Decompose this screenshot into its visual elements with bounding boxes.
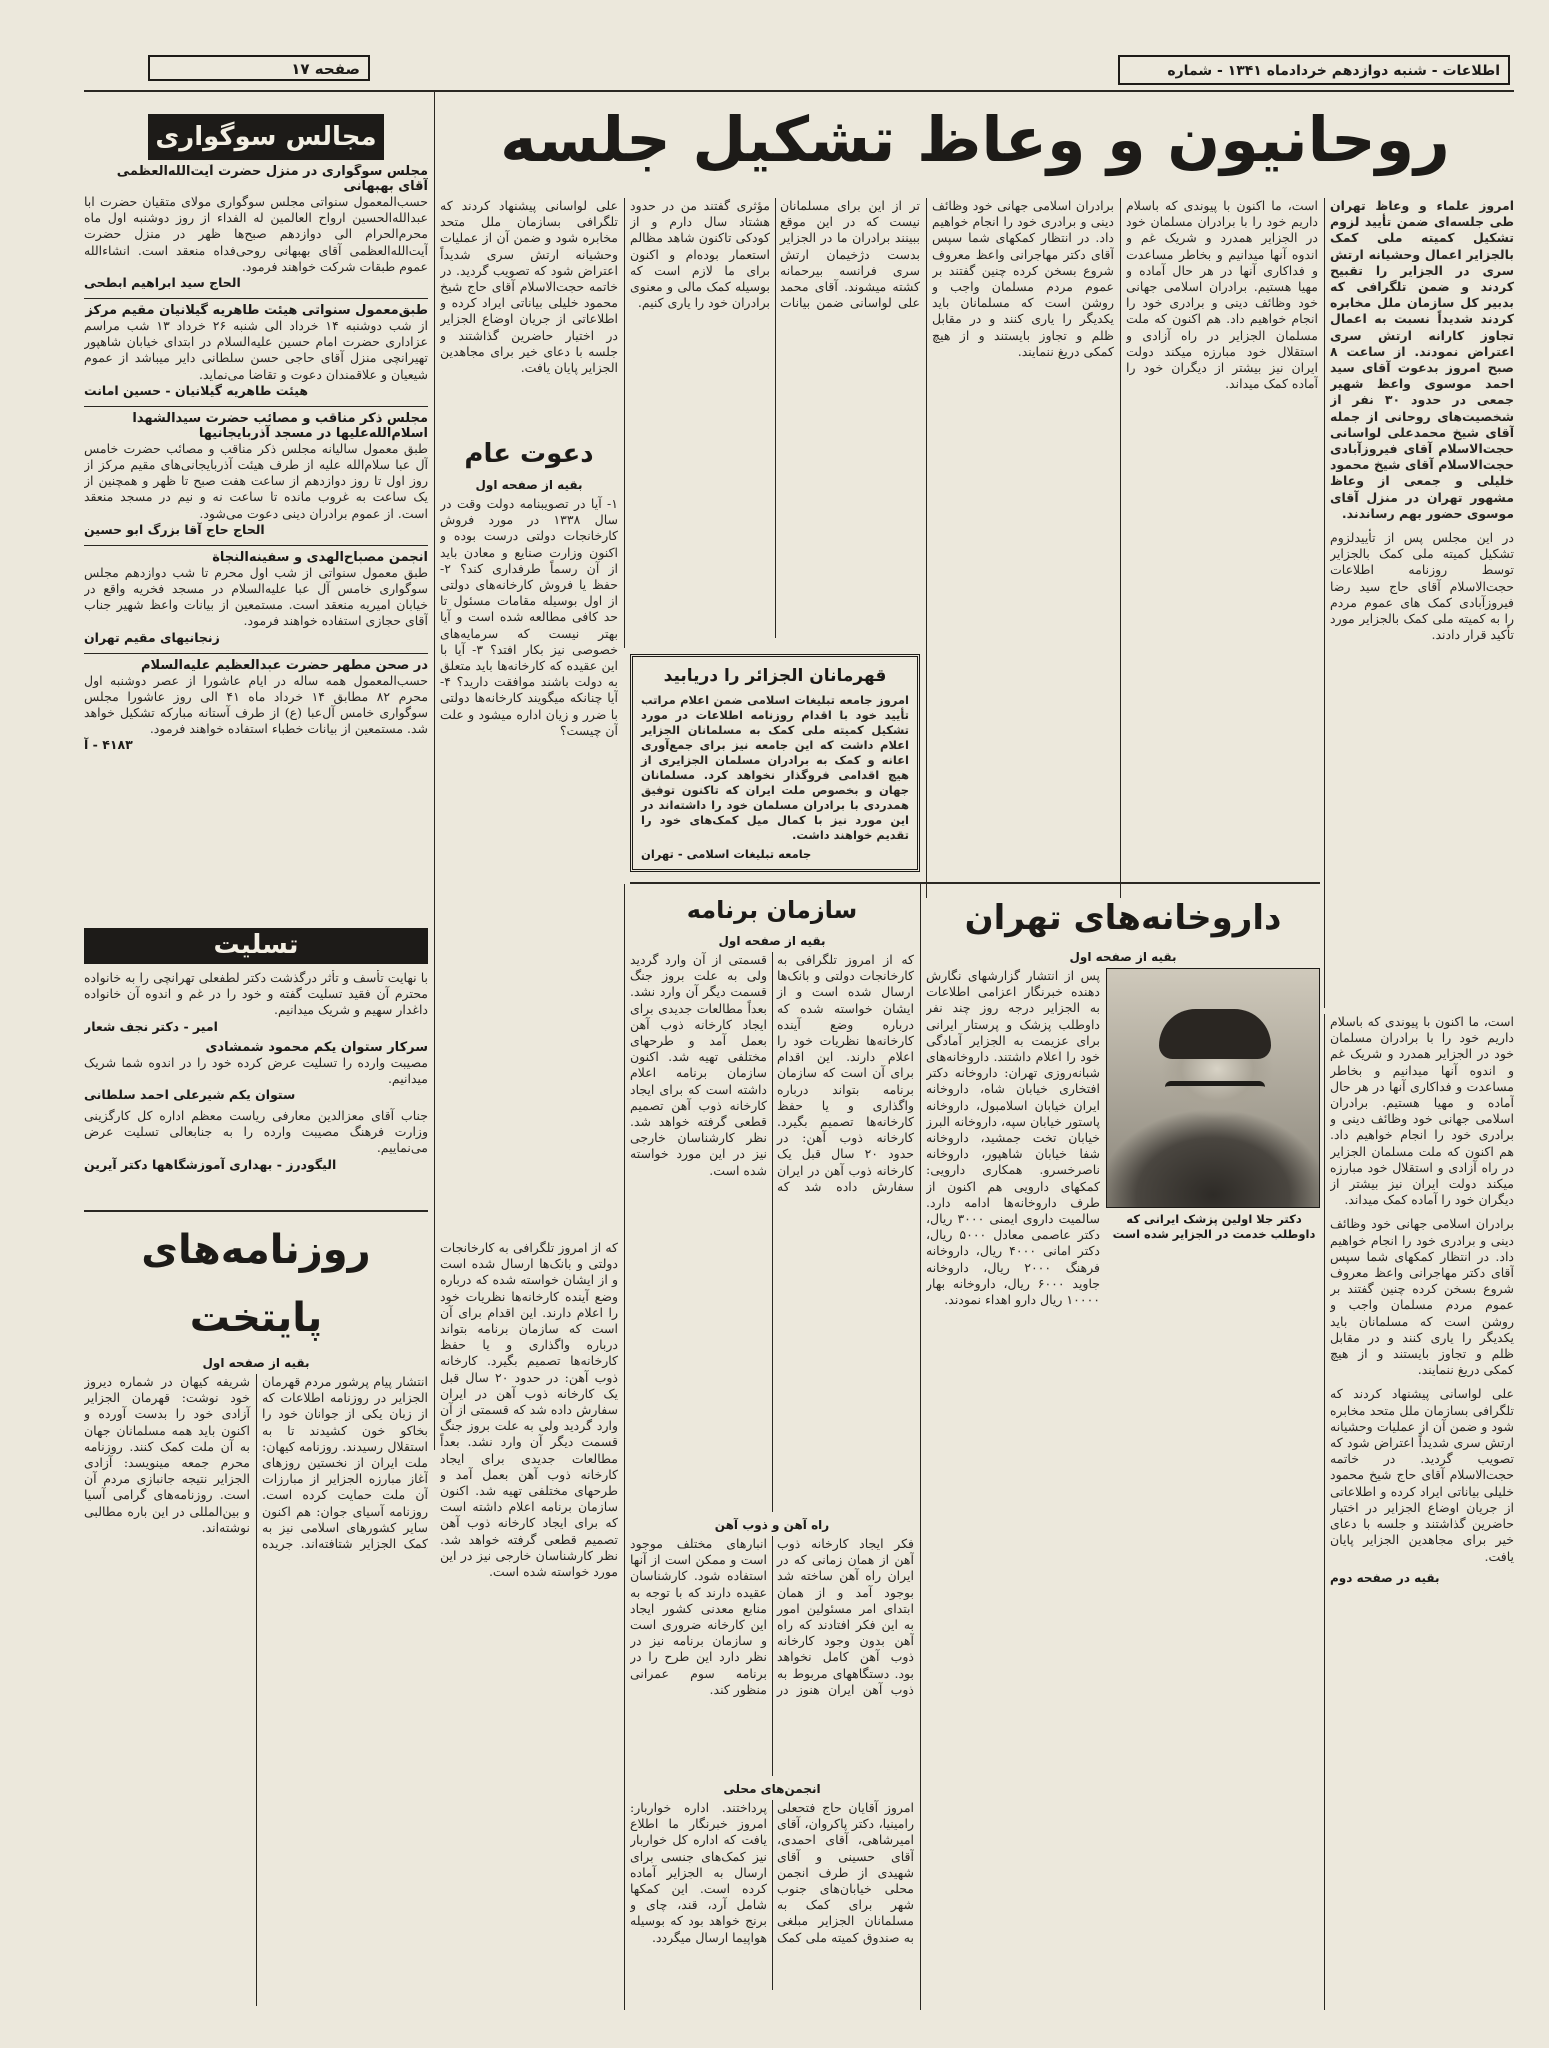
organization-body: که از امروز تلگرافی به کارخانجات دولتی و بانک‌ها ارسال شده است و از ایشان خواسته شده که درباره وضع آینده کارخانه‌ها نظریات خود را اعلام دارند. این اقدام برای آن است که سازمان برنامه بتواند درباره واگذاری و یا حفظ کارخانه‌ها تصمیم بگیرد. کارخانه ذوب آهن: در حدود ۲۰ سال قبل یک کارخانه ذوب آهن در ایران سفارش داده شد که قسمتی از آن وارد گردید ولی به علت بروز جنگ قسمت دیگر آن وارد نشد. بعداً مطالعات جدیدی برای ایجاد کارخانه ذوب آهن بعمل آمد و طرحهای مختلفی تهیه شد. اکنون سازمان برنامه اعلام داشته است که برای ایجاد کارخانه ذوب آهن تصمیم قطعی گرفته خواهد شد. نظر کارشناسان خارجی نیز در این مورد خواسته شده است. (630, 952, 914, 1194)
dawat-continuation-text: که از امروز تلگرافی به کارخانجات دولتی و بانک‌ها ارسال شده است و از ایشان خواسته شده که درباره وضع آینده کارخانه‌ها نظریات خود را اعلام دارند. این اقدام برای آن است که سازمان برنامه بتواند درباره واگذاری و یا حفظ کارخانه‌ها تصمیم بگیرد. کارخانه ذوب آهن: در حدود ۲۰ سال قبل یک کارخانه ذوب آهن در ایران سفارش داده شد که قسمتی از آن وارد گردید ولی به علت بروز جنگ قسمت دیگر آن وارد نشد. بعداً مطالعات جدیدی برای ایجاد کارخانه ذوب آهن بعمل آمد و طرحهای مختلفی تهیه شد. اکنون سازمان برنامه اعلام داشته است که برای ایجاد کارخانه ذوب آهن تصمیم قطعی گرفته خواهد شد. نظر کارشناسان خارجی نیز در این مورد خواسته شده است. (440, 1240, 618, 1580)
rouhaniyoun-col-1-text: امروز علماء و وعاظ تهران طی جلسه‌ای ضمن تأیید لزوم تشکیل کمیته ملی کمک بالجزایر اعمال وحشیانه ارتش سری در الجزایر را تقبیح کردند و ضمن تلگرافی که بدبیر کل سازمان ملل مخابره کردند شدیداً نسبت به اعمال تجاوز کارانه ارتش سری اعتراض نمودند. از ساعت ۸ صبح امروز بدعوت آقای سید احمد موسوی واعظ شهیر جمعی در حدود ۳۰ نفر از شخصیت‌های روحانی از جمله آقای شیخ محمدعلی لواسانی حجت‌الاسلام آقای فیروزآبادی حجت‌الاسلام آقای شیخ محمود خلیلی و جمعی از وعاظ مشهور تهران در منزل آقای موسوی حضور بهم رساندند. (1330, 198, 1514, 521)
rouhaniyoun-continuation (1330, 1014, 1514, 2010)
mourning-item (84, 411, 428, 537)
condolence-signer: الیگودرز - بهداری آموزشگاهها دکتر آیرین (84, 1156, 337, 1172)
rouhaniyoun-col-3 (932, 198, 1114, 898)
mourning-item (84, 550, 428, 645)
condolence-body: مصیبت وارده را تسلیت عرض کرده خود را در اندوه شما شریک میدانیم. (84, 1054, 428, 1086)
mourning-item-body: حسب‌المعمول سنواتی مجلس سوگواری مولای متقیان حضرت ابا عبدالله‌الحسین ارواح العالمین له الفداء از روز دوشنبه اول ماه محرم‌الحرام الی دوازدهم صبح‌ها ظهر در منزل حضرت آیت‌الله‌العظمی آقای بهبهانی روحی‌فداه منعقد است. انشاءالله عموم طبقات شرکت خواهند فرمود. (84, 194, 428, 274)
algeria-box-title: قهرمانان الجزائر را دریابید (663, 666, 887, 686)
rouhaniyoun-col-2 (1126, 198, 1318, 838)
rouhaniyoun-col-5 (440, 198, 618, 428)
col-rule (624, 884, 625, 2010)
rouhaniyoun-col-5-text: علی لواسانی پیشنهاد کردند که تلگرافی بسازمان ملل متحد مخابره شود و ضمن آن از عملیات وحشیانه ارتش سری شدیداً اعتراض شود که تصویب گردید. در خاتمه حجت‌الاسلام آقای حاج شیخ محمود خلیلی بیاناتی ایراد کرده و اطلاعاتی از جریان اوضاع الجزایر در اختیار حاضرین گذاشتند و جلسه با دعای خیر برای مجاهدین الجزایر پایان یافت. (440, 198, 618, 376)
col-rule (624, 198, 625, 648)
col-rule (1324, 1014, 1325, 2010)
drugstores-title: داروخانه‌های تهران (964, 898, 1282, 938)
continued-note: بقیه در صفحه دوم (1330, 1570, 1440, 1585)
condolence-list (84, 970, 428, 1202)
condolence-title-box (84, 928, 428, 964)
rouhaniyoun-col-4 (630, 198, 920, 648)
mourning-title-box (148, 114, 384, 160)
lower-articles-rule (630, 882, 1320, 884)
condolence-signer: امیر - دکتر نجف شعار (84, 1018, 218, 1034)
mourning-list (84, 164, 428, 944)
dateline: اطلاعات - شنبه دوازدهم خردادماه ۱۳۴۱ - شماره (1167, 63, 1500, 79)
drugstores-subtitle: بقیه از صفحه اول (1069, 950, 1177, 964)
dawat-continuation (440, 1240, 618, 2010)
mourning-divider (84, 653, 428, 654)
dawat-title: دعوت عام (464, 439, 594, 469)
photo-glasses-shape (1165, 1081, 1265, 1108)
mourning-item-heading: در صحن مطهر حضرت عبدالعظیم علیه‌السلام (140, 657, 428, 673)
mourning-item-body: طبق معمول سالیانه مجلس ذکر مناقب و مصائب حضرت خامس آل عبا سلام‌الله علیه از طرف هیئت آذربایجانی‌های مقیم مرکز از روز اول تا روز دوازدهم از ساعت هفت صبح تا ظهر و همچنین از یک ساعت به غروب مانده تا ساعت نه و نیم در مسجد منعقد است. از عموم برادران دینی دعوت می‌شود. (84, 440, 428, 521)
doctor-photo-caption: دکتر جلا اولین پزشک ایرانی که داوطلب خدمت در الجزایر شده است (1112, 1212, 1316, 1241)
rouhaniyoun-col-3-text: برادران اسلامی جهانی خود وظائف دینی و برادری خود را انجام خواهیم داد. در انتظار کمکهای شما سپس آقای دکتر مهاجرانی واعظ معروف شروع بسخن کرده چنین گفتند بر عموم مردم مسلمان واجب و روشن است که مسلمانان باید یکدیگر را یاری کنند و در مقابل ظلم و تجاوز بایستند و از هیچ کمکی دریغ ننمایند. (932, 198, 1114, 359)
mourning-item-heading: مجلس سوگواری در منزل حضرت آیت‌الله‌العظمی آقای بهبهانی (116, 164, 428, 194)
drugstores-section (926, 890, 1320, 2010)
dawat-subtitle: بقیه از صفحه اول (475, 478, 583, 492)
mourning-item-signer: الحاج حاج آقا بزرگ ابو حسین (84, 521, 265, 537)
press-top-rule (84, 1210, 428, 1212)
left-column-rule (434, 90, 435, 1450)
doctor-photo (1106, 968, 1320, 1208)
masthead-rule (84, 90, 1514, 92)
condolence-body: جناب آقای معزالدین معارفی ریاست معظم اداره کل کارگزینی وزارت فرهنگ مصیبت وارده را به جنابعالی تسلیت عرض می‌نماییم. (84, 1108, 428, 1156)
drugstores-body: پس از انتشار گزارشهای نگارش دهنده خبرنگار اعزامی اطلاعات به الجزایر درجه روز چند نفر داوطلب پزشک و پرستار ایرانی برای عزیمت به الجزایر آمادگی خود را اعلام داشتند. داروخانه‌های شبانه‌روزی تهران: داروخانه دکتر افتخاری خیابان شاه، داروخانه ایران خیابان اسلامبول، داروخانه پاستور خیابان سپه، داروخانه البرز خیابان تخت جمشید، داروخانه شفا خیابان شاهپور، داروخانه ناصرخسرو. همکاری دارویی: کمکهای دارویی هم اکنون از طرف داروخانه‌ها ادامه دارد. سالمیت داروی ایمنی ۳۰۰۰ ریال، دکتر عاصمی معادل ۵۰۰۰ ریال، دکتر امانی ۴۰۰۰ ریال، داروخانه فرهنگ ۲۰۰۰ ریال، داروخانه جاوید ۶۰۰۰ ریال، داروخانه بهار ۱۰۰۰۰ ریال دارو اهداء نمودند. (926, 968, 1100, 1308)
condolence-title: تسلیت (213, 930, 299, 960)
mourning-item-signer: هیئت طاهریه گیلانیان - حسین امانت (84, 382, 308, 398)
mourning-item (84, 164, 428, 290)
rouhaniyoun-continuation-text2: برادران اسلامی جهانی خود وظائف دینی و برادری خود را انجام خواهیم داد. در انتظار کمکهای شما سپس آقای دکتر مهاجرانی واعظ معروف شروع بسخن کرده چنین گفتند بر عموم مردم مسلمان واجب و روشن است که مسلمانان باید یکدیگر را یاری کنند و در مقابل ظلم و تجاوز بایستند و از هیچ کمکی دریغ ننمایند. (1330, 1216, 1514, 1378)
mourning-title: مجالس سوگواری (155, 122, 377, 152)
mourning-item-signer: زنجانیهای مقیم تهران (84, 629, 220, 645)
mourning-item (84, 658, 428, 753)
col-rule (1120, 198, 1121, 898)
page-number-label: صفحه ۱۷ (291, 60, 360, 78)
dawat-section (440, 434, 618, 1234)
rouhaniyoun-col-1 (1330, 198, 1514, 1008)
organization-subtitle: بقیه از صفحه اول (718, 934, 826, 948)
mourning-divider (84, 298, 428, 299)
photo-hair-shape (1159, 1009, 1271, 1059)
rivers-body: فکر ایجاد کارخانه ذوب آهن از همان زمانی که در ایران راه آهن ساخته شد بوجود آمد و از همان ابتدای امر مسئولین امور به این فکر افتادند که راه آهن بدون وجود کارخانه ذوب آهن کامل نخواهد بود. دستگاههای مربوط به ذوب آهن ایران هنوز در انبارهای مختلف موجود است و ممکن است از آنها استفاده شود. کارشناسان عقیده دارند که با توجه به منابع معدنی کشور ایجاد این کارخانه ضروری است و سازمان برنامه نیز در نظر دارد این طرح را در برنامه سوم عمرانی منظور کند. (630, 1536, 914, 1697)
mourning-item-body: حسب‌المعمول همه ساله در ایام عاشورا از عصر دوشنبه اول محرم ۸۲ مطابق ۱۴ خرداد ماه ۴۱ الی روز عاشورا مجلس سوگواری خامس آل‌عبا (ع) از طرف آستانه مبارکه تشکیل خواهد شد. مستمعین از بیانات خطباء استفاده خواهند فرمود. (84, 672, 428, 737)
rouhaniyoun-col-2-text: است، ما اکنون با پیوندی که باسلام داریم خود را با برادران مسلمان خود در الجزایر همدرد و شریک غم و اندوه آنها میدانیم و بخاطر مساعدت و فداکاری آنها در هر حال آماده و مهیا هستیم. برادران اسلامی جهانی خود وظائف دینی و برادری خود را انجام خواهیم داد. هم اکنون که ملت مسلمان الجزایر در راه آزادی و استقلال خود مبارزه میکند دولت ایران نیز بیشتر از دیگران خود را آماده کمک میداند. (1126, 198, 1318, 392)
organization-title: سازمان برنامه (686, 896, 858, 924)
col-rule (926, 198, 927, 898)
headline: روحانیون و وعاظ تشکیل جلسه (500, 103, 1450, 176)
capital-press-title: روزنامه‌های پایتخت (141, 1227, 371, 1341)
mourning-item-signer: ۴۱۸۳ - آ (84, 737, 133, 753)
headline-box (440, 94, 1510, 194)
mourning-divider (84, 406, 428, 407)
rivers-title: راه آهن و ذوب آهن (714, 1518, 830, 1532)
condolence-signer: ستوان یکم شیرعلی احمد سلطانی (84, 1087, 296, 1103)
rouhaniyoun-col-4-text: تر از این برای مسلمانان نیست که در این موقع ببینند برادران ما در الجزایر بدست دژخیمان ارتش سری فرانسه بیرحمانه کشته میشوند. آقای محمد علی لواسانی ضمن بیانات مؤثری گفتند من در حدود هشتاد سال دارم و از کودکی تاکنون شاهد مظالم استعمار بوده‌ام و اکنون برای ما لازم است که بوسیله کمک مالی و معنوی برادران خود را یاری کنیم. (630, 198, 920, 311)
page-number-box (148, 55, 370, 81)
mourning-item-body: از شب دوشنبه ۱۴ خرداد الی شنبه ۲۶ خرداد ۱۳ شب مراسم عزاداری حضرت امام حسین علیه‌السلام در ابتدای خیابان شاهپور تهیرانچی منزل آقای حاجی حسن سلطانی دایر میباشد از عموم شیعیان و علاقمندان دعوت و تقاضا می‌نماید. (84, 318, 428, 382)
mourning-divider (84, 545, 428, 546)
rouhaniyoun-continuation-text3: علی لواسانی پیشنهاد کردند که تلگرافی بسازمان ملل متحد مخابره شود و ضمن آن از عملیات وحشیانه ارتش سری شدیداً اعتراض شود که تصویب گردید. در خاتمه حجت‌الاسلام آقای حاج شیخ محمود خلیلی بیاناتی ایراد کرده و اطلاعاتی از جریان اوضاع الجزایر در اختیار حاضرین گذاشتند و جلسه با دعای خیر برای مجاهدین الجزایر پایان یافت. (1330, 1386, 1514, 1564)
society-title: انجمن‌های محلی (723, 1782, 821, 1796)
algeria-box-body: امروز جامعه تبلیغات اسلامی ضمن اعلام مراتب تأیید خود با اقدام روزنامه اطلاعات در مورد تشکیل کمیته ملی کمک به مسلمانان الجزایر اعلام داشت که این جامعه نیز برای جمع‌آوری اعانه و کمک به برادران مسلمان الجزایری از هیچ اقدامی فروگذار نخواهد کرد. مسلمانان جهان و بخصوص ملت ایران که تاکنون توفیق همدردی با برادران مسلمان خود را داشته‌اند در این مورد نیز با کمال میل کمک‌های خود را تقدیم خواهند داشت. (641, 693, 909, 842)
capital-press (84, 1216, 428, 2006)
algeria-box-signer: جامعه تبلیغات اسلامی - تهران (641, 847, 812, 861)
dateline-box (1118, 55, 1510, 85)
mourning-item-body: طبق معمول سنواتی از شب اول محرم تا شب دوازدهم مجلس سوگواری خامس آل عبا علیه‌السلام در مسجد فخریه واقع در خیابان امیریه منعقد است. مستمعین از بیانات واعظ شهیر جناب آقای حجازی استفاده خواهند فرمود. (84, 564, 428, 629)
mourning-item (84, 303, 428, 398)
algeria-box (630, 654, 920, 872)
organization-section (630, 890, 914, 2010)
mourning-item-heading: انجمن مصباح‌الهدی و سفینه‌النجاة (212, 549, 428, 565)
dawat-body: ۱- آیا در تصویبنامه دولت وقت در سال ۱۳۳۸ در مورد فروش کارخانجات دولتی درست بوده و اکنون وزارت صنایع و معادن باید از آن رسماً طرفداری کند؟ ۲- حفظ یا فروش کارخانه‌های دولتی از اول بوسیله مقامات مسئول تا حد کافی مطالعه شده است و آیا بهتر نیست که سرمایه‌های خصوصی نیز بکار افتد؟ ۳- آیا با این عقیده که کارخانه‌ها باید متعلق به دولت باشند موافقت دارید؟ ۴- آیا چنانکه میگویند کارخانه‌ها دولتی با ضرر و زیان اداره میشود و علت آن چیست؟ (440, 496, 618, 738)
mourning-item-signer: الحاج سید ابراهیم ابطحی (84, 275, 241, 291)
col-rule (920, 884, 921, 2010)
mourning-item-heading: طبق‌معمول سنواتی هیئت طاهریه گیلانیان مقیم مرکز (85, 303, 428, 319)
mourning-item-heading: مجلس ذکر مناقب و مصائب حضرت سیدالشهدا اسلام‌الله‌علیها در مسجد آذربایجانیها (132, 410, 428, 441)
rouhaniyoun-continuation-text: است، ما اکنون با پیوندی که باسلام داریم خود را با برادران مسلمان خود در الجزایر همدرد و شریک غم و اندوه آنها میدانیم و بخاطر مساعدت و فداکاری آنها در هر حال آماده و مهیا هستیم. برادران اسلامی جهانی خود وظائف دینی و برادری خود را انجام خواهیم داد. هم اکنون که ملت مسلمان الجزایر در راه آزادی و استقلال خود مبارزه میکند دولت ایران نیز بیشتر از دیگران خود را آماده کمک میداند. (1330, 1014, 1514, 1208)
capital-press-subtitle: بقیه از صفحه اول (202, 1356, 310, 1370)
condolence-body: با نهایت تأسف و تأثر درگذشت دکتر لطفعلی تهرانچی را به خانواده محترم آن فقید تسلیت گفته و خود را در غم و اندوه آن خانواده داغدار سهیم و شریک میدانیم. (84, 970, 428, 1018)
society-body: امروز آقایان حاج فتحعلی رامینیا، دکتر پاکروان، آقای امیرشاهی، آقای احمدی، آقای حسینی و آقای شهیدی از طرف انجمن محلی خیابان‌های جنوب شهر برای کمک به مسلمانان الجزایر مبلغی به صندوق کمیته ملی کمک پرداختند. اداره خواربار: امروز خبرنگار ما اطلاع یافت که اداره کل خواربار نیز کمک‌های جنسی برای ارسال به الجزایر آماده کرده است. این کمکها شامل آرد، قند، چای و برنج خواهد بود که بوسیله هواپیما ارسال میگردد. (630, 1800, 914, 1945)
rouhaniyoun-col-1-text2: در این مجلس پس از تأییدلزوم تشکیل کمیته ملی کمک بالجزایر توسط روزنامه اطلاعات حجت‌الاسلام آقای حاج سید رضا فیروزآبادی کمک های عموم مردم را به کمیته ملی کمک بالجزایر مورد تأکید قرار دادند. (1330, 530, 1514, 643)
capital-press-body: انتشار پیام پرشور مردم قهرمان الجزایر در روزنامه اطلاعات که از زبان یکی از جوانان خود را بخاکو خون کشیدند تا به استقلال رسیدند. روزنامه کیهان: ملت ایران از نخستین روزهای آغاز مبارزه الجزایر از مبارزات آن ملت حمایت کرده است. روزنامه آسیای جوان: هم اکنون سایر کشورهای اسلامی نیز به کمک الجزایر شتافته‌اند. جریده شریفه کیهان در شماره دیروز خود نوشت: قهرمان الجزایر آزادی خود را بدست آورده و اکنون باید همه مسلمانان جهان به آن ملت کمک کنند. روزنامه محرم جمعه مینویسد: آزادی الجزایر نتیجه جانبازی مردم آن است. روزنامه‌های گرامی آسیا و بین‌المللی در این باره مطالبی نوشته‌اند. (84, 1374, 428, 1552)
col-rule (1324, 198, 1325, 1008)
condolence-heading: سرکار ستوان یکم محمود شمشادی (205, 1039, 428, 1055)
